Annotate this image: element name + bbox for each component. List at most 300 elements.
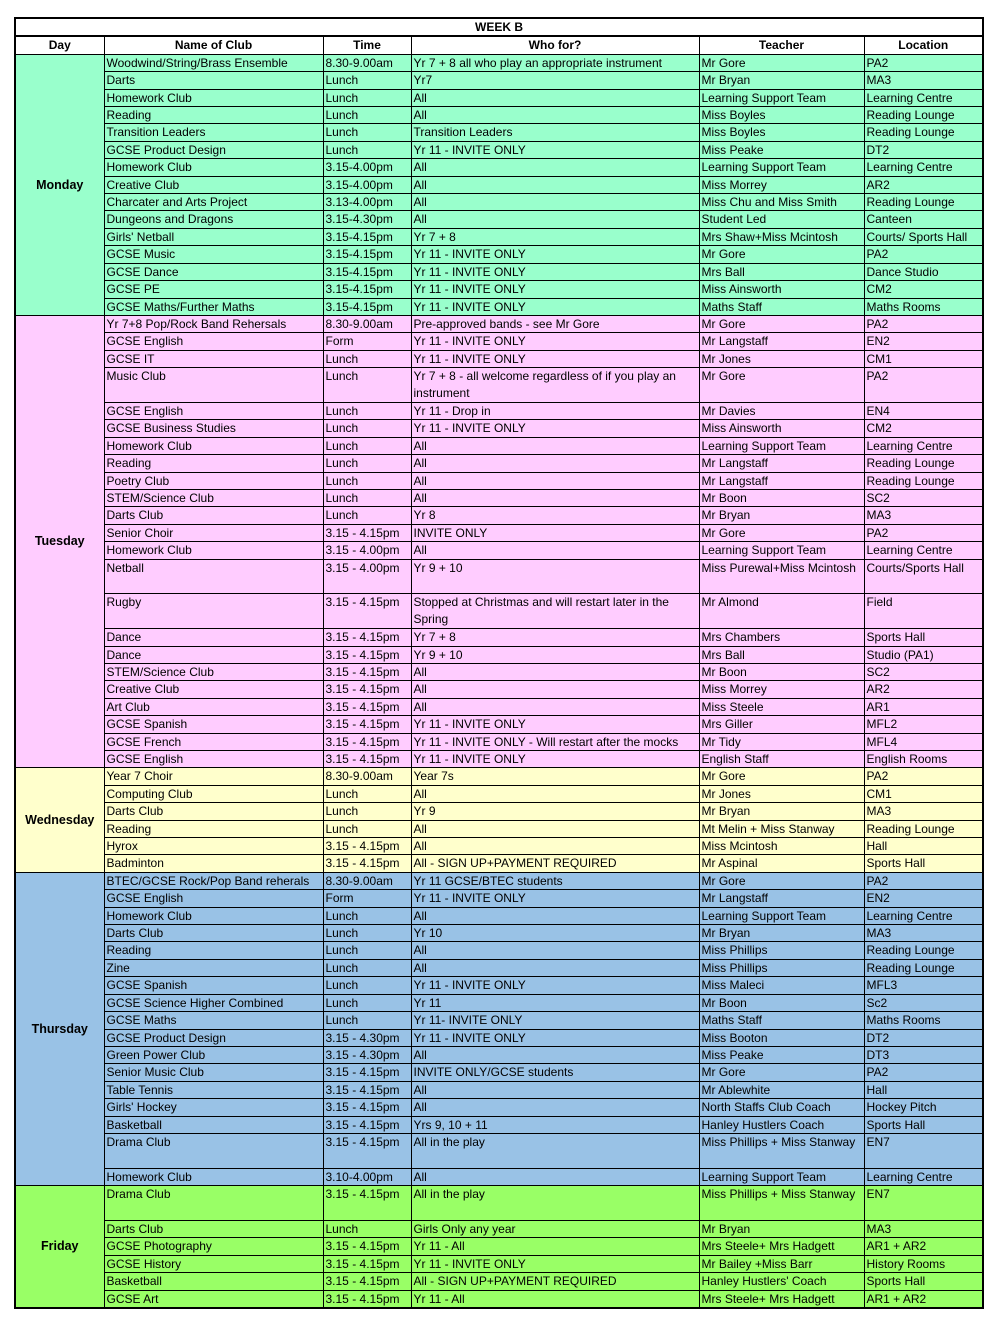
cell-club-name: GCSE Photography xyxy=(104,1238,323,1255)
cell-club-name: Homework Club xyxy=(104,159,323,176)
cell-who-for: All xyxy=(411,820,699,837)
cell-teacher: Miss Phillips xyxy=(699,942,864,959)
cell-time: 3.15 - 4.15pm xyxy=(323,1290,411,1308)
cell-time: 3.15 - 4.30pm xyxy=(323,1046,411,1063)
cell-club-name: Dance xyxy=(104,629,323,646)
cell-location: Sports Hall xyxy=(864,855,983,872)
cell-club-name: GCSE Business Studies xyxy=(104,420,323,437)
cell-location: MFL3 xyxy=(864,977,983,994)
cell-location: PA2 xyxy=(864,368,983,403)
cell-location: English Rooms xyxy=(864,751,983,768)
cell-teacher: Mr Boon xyxy=(699,663,864,680)
cell-teacher: Miss Morrey xyxy=(699,176,864,193)
cell-time: Lunch xyxy=(323,124,411,141)
cell-club-name: Charcater and Arts Project xyxy=(104,194,323,211)
cell-club-name: Senior Choir xyxy=(104,524,323,541)
cell-time: 3.15 - 4.15pm xyxy=(323,646,411,663)
cell-location: Reading Lounge xyxy=(864,455,983,472)
day-label: Friday xyxy=(15,1186,104,1308)
cell-who-for: All xyxy=(411,942,699,959)
cell-who-for: All xyxy=(411,1081,699,1098)
header-location: Location xyxy=(864,36,983,54)
cell-location: PA2 xyxy=(864,768,983,785)
cell-location: SC2 xyxy=(864,663,983,680)
cell-location: DT3 xyxy=(864,1046,983,1063)
cell-teacher: North Staffs Club Coach xyxy=(699,1099,864,1116)
club-timetable xyxy=(14,17,984,1309)
table-row xyxy=(15,89,983,106)
cell-who-for: All xyxy=(411,1099,699,1116)
cell-time: 3.15 - 4.15pm xyxy=(323,716,411,733)
cell-location: MA3 xyxy=(864,72,983,89)
cell-time: 3.15 - 4.15pm xyxy=(323,838,411,855)
cell-location: Maths Rooms xyxy=(864,1012,983,1029)
table-row xyxy=(15,350,983,367)
table-row xyxy=(15,333,983,350)
cell-who-for: All xyxy=(411,176,699,193)
cell-teacher: Mrs Ball xyxy=(699,646,864,663)
cell-location: SC2 xyxy=(864,489,983,506)
cell-who-for: All xyxy=(411,1168,699,1185)
cell-teacher: Miss Peake xyxy=(699,141,864,158)
cell-who-for: All in the play xyxy=(411,1133,699,1168)
cell-time: 3.15 - 4.15pm xyxy=(323,681,411,698)
cell-time: Lunch xyxy=(323,820,411,837)
cell-club-name: Reading xyxy=(104,455,323,472)
cell-club-name: GCSE Science Higher Combined xyxy=(104,994,323,1011)
cell-time: 3.15 - 4.15pm xyxy=(323,1133,411,1168)
cell-time: Lunch xyxy=(323,89,411,106)
cell-club-name: Dance xyxy=(104,646,323,663)
cell-time: 3.15 - 4.15pm xyxy=(323,1238,411,1255)
cell-location: EN4 xyxy=(864,402,983,419)
table-row xyxy=(15,1186,983,1221)
cell-teacher: Mr Davies xyxy=(699,402,864,419)
cell-time: 3.15 - 4.15pm xyxy=(323,1116,411,1133)
cell-location: Reading Lounge xyxy=(864,959,983,976)
cell-time: 3.15 - 4.15pm xyxy=(323,733,411,750)
table-row xyxy=(15,942,983,959)
cell-time: 3.15 - 4.15pm xyxy=(323,1255,411,1272)
cell-who-for: Yrs 9, 10 + 11 xyxy=(411,1116,699,1133)
cell-who-for: INVITE ONLY/GCSE students xyxy=(411,1064,699,1081)
cell-location: Sc2 xyxy=(864,994,983,1011)
week-title: WEEK B xyxy=(15,18,983,36)
cell-who-for: All xyxy=(411,681,699,698)
cell-location: Learning Centre xyxy=(864,89,983,106)
cell-location: AR2 xyxy=(864,681,983,698)
cell-club-name: Reading xyxy=(104,820,323,837)
cell-teacher: Mr Jones xyxy=(699,350,864,367)
cell-who-for: Yr 7 + 8 all who play an appropriate instrument xyxy=(411,54,699,71)
cell-location: CM2 xyxy=(864,281,983,298)
cell-teacher: Mr Langstaff xyxy=(699,890,864,907)
cell-teacher: Mr Jones xyxy=(699,785,864,802)
table-row xyxy=(15,455,983,472)
table-row xyxy=(15,298,983,315)
cell-club-name: GCSE Product Design xyxy=(104,141,323,158)
day-label: Thursday xyxy=(15,872,104,1185)
cell-location: DT2 xyxy=(864,1029,983,1046)
table-row xyxy=(15,959,983,976)
cell-club-name: GCSE English xyxy=(104,890,323,907)
header-who-for: Who for? xyxy=(411,36,699,54)
cell-time: Lunch xyxy=(323,907,411,924)
cell-club-name: Homework Club xyxy=(104,437,323,454)
table-row xyxy=(15,1029,983,1046)
cell-club-name: Green Power Club xyxy=(104,1046,323,1063)
cell-who-for: Yr 7 + 8 xyxy=(411,228,699,245)
table-row xyxy=(15,211,983,228)
cell-club-name: GCSE Dance xyxy=(104,263,323,280)
cell-teacher: Mrs Steele+ Mrs Hadgett xyxy=(699,1238,864,1255)
cell-who-for: All xyxy=(411,542,699,559)
cell-teacher: Learning Support Team xyxy=(699,437,864,454)
cell-teacher: Miss Booton xyxy=(699,1029,864,1046)
cell-time: Lunch xyxy=(323,489,411,506)
cell-time: Lunch xyxy=(323,402,411,419)
cell-location: EN7 xyxy=(864,1133,983,1168)
table-row xyxy=(15,716,983,733)
table-row xyxy=(15,907,983,924)
cell-who-for: Yr 11 - INVITE ONLY xyxy=(411,298,699,315)
cell-time: 3.15 - 4.15pm xyxy=(323,1273,411,1290)
cell-club-name: Senior Music Club xyxy=(104,1064,323,1081)
cell-club-name: GCSE French xyxy=(104,733,323,750)
cell-time: 3.15-4.30pm xyxy=(323,211,411,228)
cell-location: Reading Lounge xyxy=(864,124,983,141)
cell-teacher: English Staff xyxy=(699,751,864,768)
cell-club-name: GCSE History xyxy=(104,1255,323,1272)
cell-time: 3.15-4.15pm xyxy=(323,298,411,315)
cell-time: Lunch xyxy=(323,368,411,403)
cell-location: PA2 xyxy=(864,54,983,71)
table-row xyxy=(15,489,983,506)
cell-teacher: Mr Gore xyxy=(699,768,864,785)
cell-location: CM1 xyxy=(864,350,983,367)
cell-who-for: Stopped at Christmas and will restart later in the Spring xyxy=(411,594,699,629)
cell-club-name: Reading xyxy=(104,107,323,124)
cell-time: 8.30-9.00am xyxy=(323,872,411,889)
cell-club-name: BTEC/GCSE Rock/Pop Band reherals xyxy=(104,872,323,889)
header-day: Day xyxy=(15,36,104,54)
table-row xyxy=(15,54,983,71)
table-row xyxy=(15,838,983,855)
cell-club-name: STEM/Science Club xyxy=(104,663,323,680)
cell-time: Lunch xyxy=(323,925,411,942)
table-row xyxy=(15,751,983,768)
cell-who-for: All xyxy=(411,838,699,855)
table-row xyxy=(15,1116,983,1133)
cell-location: MA3 xyxy=(864,507,983,524)
cell-location: Reading Lounge xyxy=(864,942,983,959)
cell-teacher: Miss Boyles xyxy=(699,107,864,124)
cell-time: 3.15-4.15pm xyxy=(323,281,411,298)
table-row xyxy=(15,1046,983,1063)
cell-who-for: Yr 11 - INVITE ONLY xyxy=(411,263,699,280)
table-row xyxy=(15,1220,983,1237)
cell-teacher: Mr Almond xyxy=(699,594,864,629)
cell-who-for: Yr 11 - INVITE ONLY xyxy=(411,141,699,158)
cell-location: DT2 xyxy=(864,141,983,158)
cell-time: Lunch xyxy=(323,803,411,820)
table-row xyxy=(15,107,983,124)
cell-teacher: Miss Mcintosh xyxy=(699,838,864,855)
table-row xyxy=(15,402,983,419)
cell-teacher: Hanley Hustlers Coach xyxy=(699,1116,864,1133)
cell-location: PA2 xyxy=(864,315,983,332)
cell-teacher: Mr Langstaff xyxy=(699,333,864,350)
cell-who-for: Yr 9 + 10 xyxy=(411,646,699,663)
cell-time: 3.15 - 4.15pm xyxy=(323,1099,411,1116)
cell-teacher: Mr Bryan xyxy=(699,803,864,820)
cell-teacher: Mrs Giller xyxy=(699,716,864,733)
cell-club-name: Dungeons and Dragons xyxy=(104,211,323,228)
cell-club-name: Creative Club xyxy=(104,176,323,193)
cell-location: AR1 + AR2 xyxy=(864,1238,983,1255)
cell-teacher: Miss Purewal+Miss Mcintosh xyxy=(699,559,864,594)
cell-club-name: Computing Club xyxy=(104,785,323,802)
cell-club-name: STEM/Science Club xyxy=(104,489,323,506)
cell-time: Lunch xyxy=(323,72,411,89)
cell-location: Field xyxy=(864,594,983,629)
cell-who-for: Yr 11 - All xyxy=(411,1290,699,1308)
table-row xyxy=(15,124,983,141)
cell-time: Lunch xyxy=(323,455,411,472)
cell-club-name: Creative Club xyxy=(104,681,323,698)
cell-who-for: Yr 11 - INVITE ONLY xyxy=(411,890,699,907)
cell-club-name: Rugby xyxy=(104,594,323,629)
cell-time: 3.15 - 4.15pm xyxy=(323,629,411,646)
cell-location: History Rooms xyxy=(864,1255,983,1272)
cell-teacher: Mr Gore xyxy=(699,246,864,263)
header-row xyxy=(15,36,983,54)
cell-time: 3.15 - 4.15pm xyxy=(323,1186,411,1221)
title-row xyxy=(15,18,983,36)
cell-club-name: GCSE Maths/Further Maths xyxy=(104,298,323,315)
cell-time: Lunch xyxy=(323,977,411,994)
cell-club-name: Darts Club xyxy=(104,803,323,820)
table-row xyxy=(15,1012,983,1029)
cell-location: Sports Hall xyxy=(864,1116,983,1133)
cell-who-for: Yr 11 - INVITE ONLY xyxy=(411,1255,699,1272)
header-time: Time xyxy=(323,36,411,54)
cell-who-for: All xyxy=(411,472,699,489)
table-row xyxy=(15,263,983,280)
cell-teacher: Mr Bailey +Miss Barr xyxy=(699,1255,864,1272)
cell-teacher: Mr Bryan xyxy=(699,507,864,524)
cell-time: Lunch xyxy=(323,437,411,454)
cell-who-for: Yr 11 - INVITE ONLY xyxy=(411,420,699,437)
cell-time: 3.15-4.15pm xyxy=(323,246,411,263)
cell-teacher: Mrs Chambers xyxy=(699,629,864,646)
cell-location: Courts/ Sports Hall xyxy=(864,228,983,245)
cell-club-name: Drama Club xyxy=(104,1133,323,1168)
cell-time: Lunch xyxy=(323,141,411,158)
cell-who-for: Transition Leaders xyxy=(411,124,699,141)
table-row xyxy=(15,246,983,263)
cell-time: Lunch xyxy=(323,507,411,524)
table-row xyxy=(15,194,983,211)
cell-who-for: All in the play xyxy=(411,1186,699,1221)
cell-who-for: All xyxy=(411,907,699,924)
table-row xyxy=(15,141,983,158)
cell-club-name: Woodwind/String/Brass Ensemble xyxy=(104,54,323,71)
cell-location: PA2 xyxy=(864,524,983,541)
day-label: Monday xyxy=(15,54,104,315)
cell-teacher: Student Led xyxy=(699,211,864,228)
cell-location: CM1 xyxy=(864,785,983,802)
cell-time: Lunch xyxy=(323,785,411,802)
cell-time: 3.15-4.00pm xyxy=(323,176,411,193)
cell-time: Lunch xyxy=(323,994,411,1011)
cell-location: Dance Studio xyxy=(864,263,983,280)
table-row xyxy=(15,72,983,89)
cell-club-name: Netball xyxy=(104,559,323,594)
cell-teacher: Mr Bryan xyxy=(699,925,864,942)
cell-teacher: Miss Chu and Miss Smith xyxy=(699,194,864,211)
cell-who-for: All xyxy=(411,959,699,976)
table-row xyxy=(15,437,983,454)
cell-location: Sports Hall xyxy=(864,629,983,646)
cell-club-name: GCSE PE xyxy=(104,281,323,298)
table-row xyxy=(15,890,983,907)
cell-who-for: INVITE ONLY xyxy=(411,524,699,541)
cell-who-for: Yr 11- INVITE ONLY xyxy=(411,1012,699,1029)
table-row xyxy=(15,768,983,785)
cell-time: 8.30-9.00am xyxy=(323,768,411,785)
cell-who-for: All xyxy=(411,663,699,680)
cell-club-name: Girls' Netball xyxy=(104,228,323,245)
cell-location: Learning Centre xyxy=(864,907,983,924)
cell-club-name: Poetry Club xyxy=(104,472,323,489)
cell-location: AR1 xyxy=(864,698,983,715)
day-label: Wednesday xyxy=(15,768,104,872)
table-row xyxy=(15,803,983,820)
cell-who-for: Yr 11 - INVITE ONLY xyxy=(411,1029,699,1046)
table-row xyxy=(15,663,983,680)
cell-club-name: Girls' Hockey xyxy=(104,1099,323,1116)
cell-who-for: Yr 11 GCSE/BTEC students xyxy=(411,872,699,889)
cell-club-name: GCSE English xyxy=(104,751,323,768)
cell-club-name: Basketball xyxy=(104,1273,323,1290)
cell-time: Form xyxy=(323,333,411,350)
cell-teacher: Learning Support Team xyxy=(699,1168,864,1185)
cell-who-for: Girls Only any year xyxy=(411,1220,699,1237)
table-row xyxy=(15,925,983,942)
cell-location: Hall xyxy=(864,1081,983,1098)
header-club-name: Name of Club xyxy=(104,36,323,54)
cell-location: Canteen xyxy=(864,211,983,228)
table-row xyxy=(15,698,983,715)
cell-time: 3.15 - 4.30pm xyxy=(323,1029,411,1046)
cell-location: Reading Lounge xyxy=(864,194,983,211)
cell-club-name: Year 7 Choir xyxy=(104,768,323,785)
header-teacher: Teacher xyxy=(699,36,864,54)
cell-teacher: Maths Staff xyxy=(699,298,864,315)
cell-teacher: Mt Melin + Miss Stanway xyxy=(699,820,864,837)
cell-time: 8.30-9.00am xyxy=(323,54,411,71)
cell-teacher: Miss Peake xyxy=(699,1046,864,1063)
cell-time: 8.30-9.00am xyxy=(323,315,411,332)
cell-teacher: Miss Boyles xyxy=(699,124,864,141)
cell-teacher: Mr Bryan xyxy=(699,1220,864,1237)
cell-teacher: Mr Gore xyxy=(699,54,864,71)
cell-who-for: Yr 11 - INVITE ONLY xyxy=(411,977,699,994)
cell-club-name: Hyrox xyxy=(104,838,323,855)
cell-club-name: GCSE Spanish xyxy=(104,716,323,733)
cell-club-name: Homework Club xyxy=(104,907,323,924)
cell-who-for: Pre-approved bands - see Mr Gore xyxy=(411,315,699,332)
table-row xyxy=(15,1081,983,1098)
cell-club-name: Drama Club xyxy=(104,1186,323,1221)
cell-who-for: Year 7s xyxy=(411,768,699,785)
cell-club-name: GCSE Spanish xyxy=(104,977,323,994)
cell-location: MA3 xyxy=(864,925,983,942)
cell-teacher: Miss Morrey xyxy=(699,681,864,698)
table-row xyxy=(15,159,983,176)
cell-who-for: Yr 9 xyxy=(411,803,699,820)
cell-teacher: Mr Ablewhite xyxy=(699,1081,864,1098)
cell-club-name: GCSE Maths xyxy=(104,1012,323,1029)
cell-teacher: Miss Steele xyxy=(699,698,864,715)
table-row xyxy=(15,1099,983,1116)
cell-who-for: All xyxy=(411,698,699,715)
table-row xyxy=(15,1255,983,1272)
cell-location: MFL4 xyxy=(864,733,983,750)
cell-who-for: Yr 9 + 10 xyxy=(411,559,699,594)
cell-who-for: Yr 11 - INVITE ONLY xyxy=(411,281,699,298)
table-row xyxy=(15,594,983,629)
cell-club-name: Homework Club xyxy=(104,89,323,106)
cell-who-for: Yr 7 + 8 xyxy=(411,629,699,646)
cell-teacher: Mr Boon xyxy=(699,489,864,506)
cell-location: CM2 xyxy=(864,420,983,437)
table-row xyxy=(15,977,983,994)
cell-club-name: GCSE IT xyxy=(104,350,323,367)
cell-location: Learning Centre xyxy=(864,437,983,454)
cell-club-name: Darts xyxy=(104,72,323,89)
cell-teacher: Mr Gore xyxy=(699,368,864,403)
cell-time: Lunch xyxy=(323,472,411,489)
cell-club-name: Art Club xyxy=(104,698,323,715)
table-row xyxy=(15,733,983,750)
cell-who-for: All xyxy=(411,211,699,228)
cell-location: EN2 xyxy=(864,890,983,907)
cell-time: 3.15 - 4.15pm xyxy=(323,1081,411,1098)
cell-teacher: Hanley Hustlers' Coach xyxy=(699,1273,864,1290)
cell-club-name: Basketball xyxy=(104,1116,323,1133)
cell-location: Courts/Sports Hall xyxy=(864,559,983,594)
cell-who-for: All xyxy=(411,107,699,124)
cell-teacher: Learning Support Team xyxy=(699,159,864,176)
table-row xyxy=(15,524,983,541)
cell-time: 3.15 - 4.15pm xyxy=(323,663,411,680)
cell-who-for: All - SIGN UP+PAYMENT REQUIRED xyxy=(411,855,699,872)
cell-who-for: Yr 11 - All xyxy=(411,1238,699,1255)
table-row xyxy=(15,315,983,332)
day-label: Tuesday xyxy=(15,315,104,768)
table-row xyxy=(15,228,983,245)
cell-who-for: Yr 11 - INVITE ONLY xyxy=(411,333,699,350)
cell-club-name: Music Club xyxy=(104,368,323,403)
cell-location: Maths Rooms xyxy=(864,298,983,315)
cell-location: Reading Lounge xyxy=(864,107,983,124)
cell-location: Learning Centre xyxy=(864,1168,983,1185)
cell-who-for: All xyxy=(411,489,699,506)
cell-time: 3.15 - 4.15pm xyxy=(323,594,411,629)
cell-location: AR1 + AR2 xyxy=(864,1290,983,1308)
